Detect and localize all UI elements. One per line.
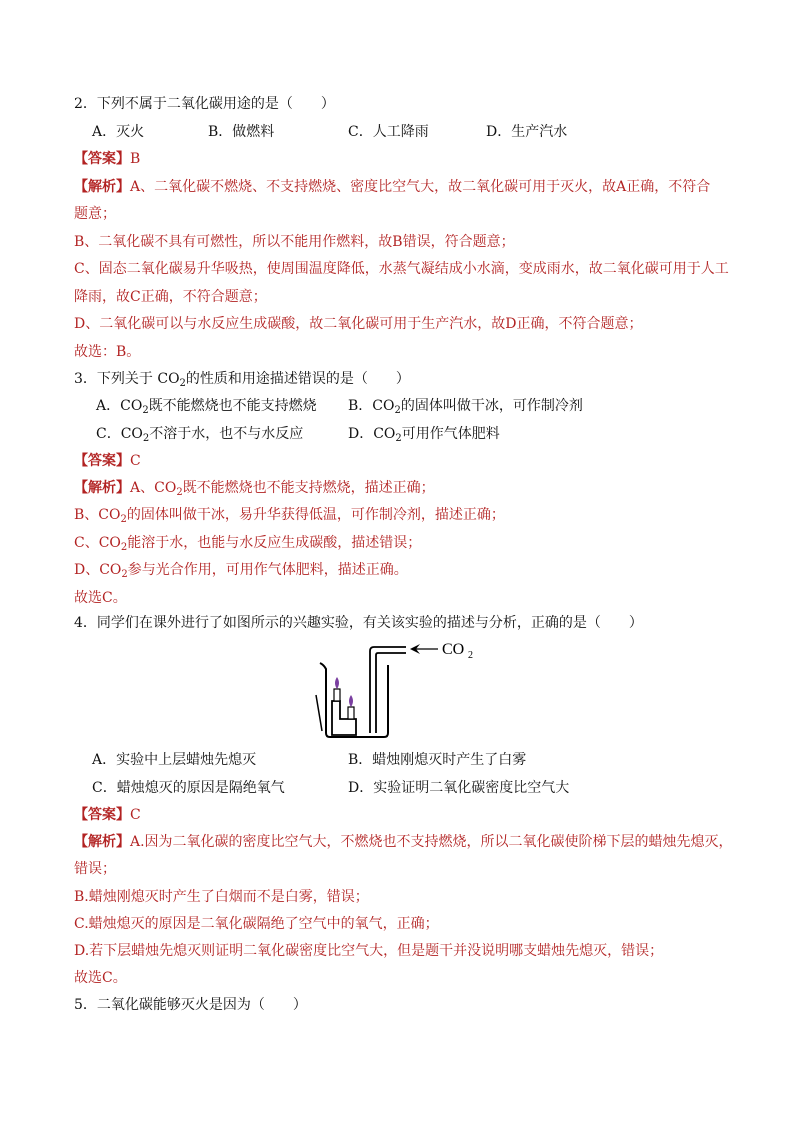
option-pre: C．CO (96, 426, 143, 442)
q4-conclusion: 故选C。 (74, 970, 127, 986)
analysis-post: 既不能燃烧也不能支持燃烧，描述正确； (182, 480, 435, 496)
analysis-tag: 【解析】 (74, 179, 130, 195)
option-post: 既不能燃烧也不能支持燃烧 (148, 398, 317, 414)
analysis-pre: A、CO (130, 480, 177, 496)
q3-stem-pre: 3．下列关于 CO (74, 371, 180, 387)
q4-option-c: C．蜡烛熄灭的原因是隔绝氧气 (92, 780, 285, 796)
q2-analysis-line: D、二氧化碳可以与水反应生成碳酸，故二氧化碳可用于生产汽水，故D正确，不符合题意； (74, 316, 643, 332)
analysis-post: 能溶于水，也能与水反应生成碳酸，描述错误； (127, 535, 422, 551)
q2-stem: 2．下列不属于二氧化碳用途的是（ ） (74, 96, 335, 112)
analysis-pre: B、CO (74, 507, 121, 523)
candle-experiment-figure (310, 635, 510, 745)
q4-analysis-line (74, 834, 733, 850)
subscript: 2 (142, 405, 149, 416)
option-post: 不溶于水，也不与水反应 (149, 426, 304, 442)
q5-stem: 5．二氧化碳能够灭火是因为（ ） (74, 997, 307, 1013)
q2-option-d: D．生产汽水 (486, 124, 568, 140)
q3-analysis-line (74, 535, 421, 556)
q2-option-a: A．灭火 (92, 124, 145, 140)
q2-analysis-line: 降雨，故C正确，不符合题意； (74, 289, 267, 305)
option-post: 的固体叫做干冰，可作制冷剂 (400, 398, 583, 414)
q3-analysis-line (74, 480, 435, 501)
subscript: 2 (121, 569, 128, 580)
q4-analysis-text: A.因为二氧化碳的密度比空气大，不燃烧也不支持燃烧，所以二氧化碳使阶梯下层的蜡烛先熄灭， (130, 834, 733, 850)
q4-answer (74, 807, 141, 823)
q2-option-c: C．人工降雨 (348, 124, 429, 140)
q4-analysis-line: 错误； (74, 861, 116, 877)
q3-conclusion: 故选C。 (74, 590, 127, 606)
analysis-tag: 【解析】 (74, 480, 130, 496)
q2-answer-value: B (130, 151, 141, 167)
q4-option-a: A．实验中上层蜡烛先熄灭 (92, 752, 257, 768)
option-pre: D．CO (348, 426, 396, 442)
subscript: 2 (395, 433, 402, 444)
q4-option-b: B．蜡烛刚熄灭时产生了白雾 (348, 752, 527, 768)
q3-option-a (96, 398, 317, 419)
answer-tag: 【答案】 (74, 807, 130, 823)
q2-analysis-line (74, 179, 710, 195)
q4-answer-value: C (130, 807, 141, 823)
q2-answer (74, 151, 140, 167)
q3-option-b (348, 398, 583, 419)
subscript: 2 (179, 378, 186, 389)
q2-analysis-line: C、固态二氧化碳易升华吸热，使周围温度降低，水蒸气凝结成小水滴，变成雨水，故二氧化碳可用于人工 (74, 261, 729, 277)
q4-analysis-line: B.蜡烛刚熄灭时产生了白烟而不是白雾，错误； (74, 889, 369, 905)
q4-option-d: D．实验证明二氧化碳密度比空气大 (348, 780, 570, 796)
subscript: 2 (120, 514, 127, 525)
subscript: 2 (176, 487, 183, 498)
q2-option-b: B．做燃料 (208, 124, 275, 140)
q4-analysis-line: C.蜡烛熄灭的原因是二氧化碳隔绝了空气中的氧气，正确； (74, 916, 439, 932)
lower-candle-icon (348, 707, 354, 719)
subscript: 2 (142, 433, 150, 444)
q4-analysis-line: D.若下层蜡烛先熄灭则证明二氧化碳密度比空气大，但是题干并没说明哪支蜡烛先熄灭，错误； (74, 943, 664, 959)
lower-flame-icon (349, 695, 353, 707)
beaker-icon (320, 663, 388, 737)
q2-analysis-line: 题意； (74, 206, 116, 222)
q4-stem: 4．同学们在课外进行了如图所示的兴趣实验，有关该实验的描述与分析，正确的是（ ） (74, 615, 643, 631)
subscript: 2 (394, 405, 401, 416)
option-pre: B．CO (348, 398, 395, 414)
q3-answer (74, 453, 141, 469)
option-post: 可用作气体肥料 (401, 426, 500, 442)
figure-label-sub: 2 (468, 650, 473, 661)
q3-stem (74, 371, 410, 392)
analysis-pre: D、CO (74, 562, 122, 578)
q2-analysis-text: A、二氧化碳不燃烧、不支持燃烧、密度比空气大，故二氧化碳可用于灭火，故A正确，不符合 (130, 179, 711, 195)
delivery-tube-inner-icon (376, 653, 406, 733)
analysis-pre: C、CO (74, 535, 121, 551)
q3-answer-value: C (130, 453, 141, 469)
q3-analysis-line (74, 507, 505, 528)
beaker-hatch (316, 695, 322, 731)
upper-flame-icon (335, 677, 339, 689)
analysis-tag: 【解析】 (74, 834, 130, 850)
subscript: 2 (120, 542, 128, 553)
q3-option-c (96, 426, 303, 447)
q3-stem-post: 的性质和用途描述错误的是（ ） (185, 371, 410, 387)
q3-analysis-line (74, 562, 408, 583)
q2-analysis-line: B、二氧化碳不具有可燃性，所以不能用作燃料，故B错误，符合题意； (74, 234, 515, 250)
upper-candle-icon (334, 689, 340, 701)
q2-conclusion: 故选：B。 (74, 344, 141, 360)
q3-option-d (348, 426, 500, 447)
answer-tag: 【答案】 (74, 453, 130, 469)
answer-tag: 【答案】 (74, 151, 130, 167)
figure-label: CO (442, 641, 465, 658)
analysis-post: 参与光合作用，可用作气体肥料，描述正确。 (127, 562, 408, 578)
analysis-post: 的固体叫做干冰，易升华获得低温，可作制冷剂，描述正确； (126, 507, 505, 523)
option-pre: A．CO (96, 398, 143, 414)
